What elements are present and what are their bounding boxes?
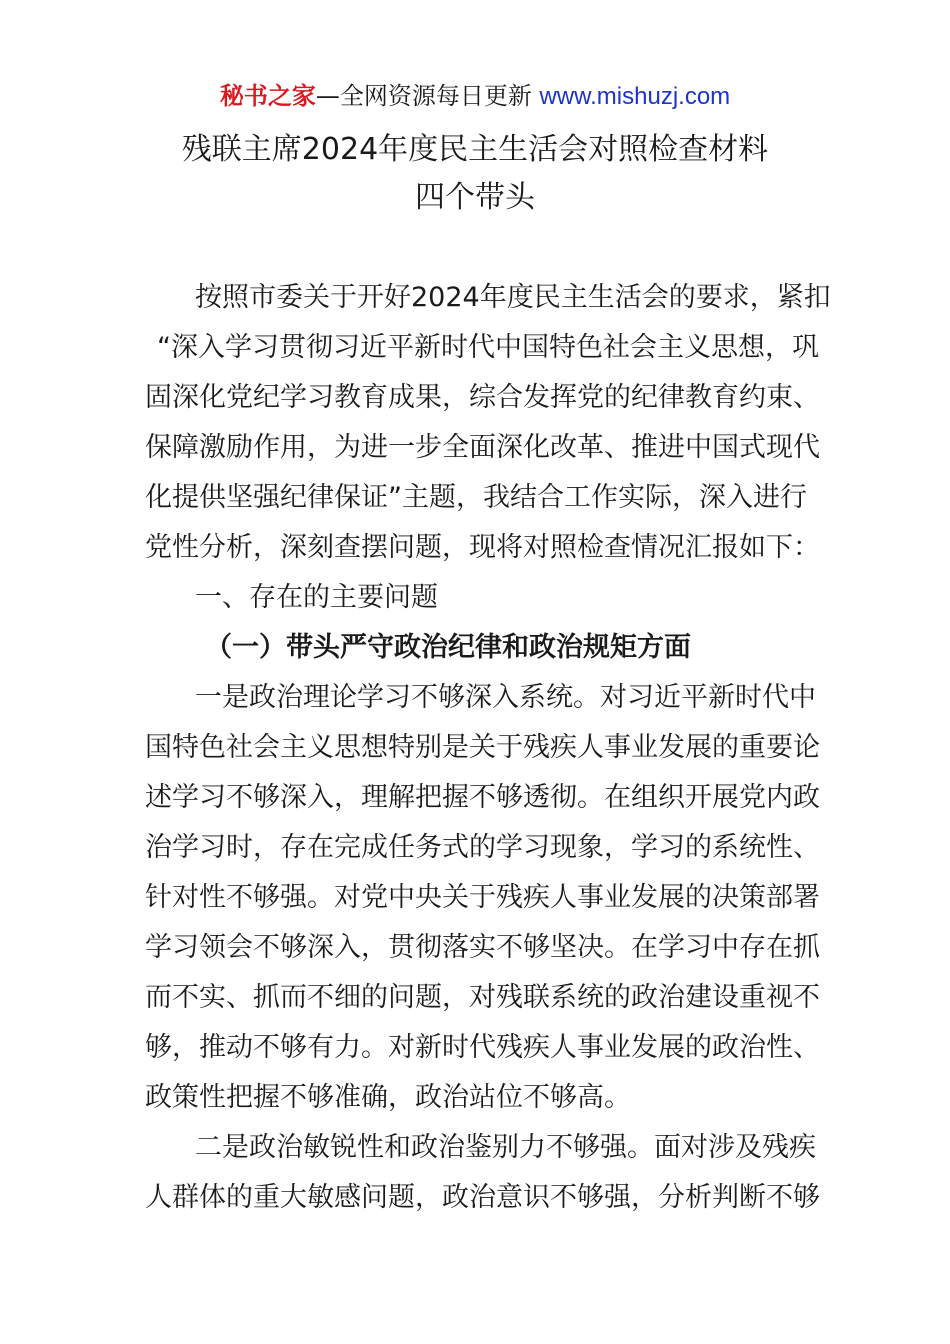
- paragraph-line: 治学习时，存在完成任务式的学习现象，学习的系统性、: [145, 832, 820, 863]
- paragraph-line: 而不实、抓而不细的问题，对残联系统的政治建设重视不: [145, 982, 820, 1013]
- site-header: [0, 80, 950, 113]
- section-heading: 一、存在的主要问题: [195, 582, 438, 613]
- site-slogan: —全网资源每日更新: [315, 82, 540, 110]
- document-subtitle: 四个带头: [415, 180, 535, 215]
- paragraph-line: 针对性不够强。对党中央关于残疾人事业发展的决策部署: [145, 882, 820, 913]
- paragraph-line: “深入学习贯彻习近平新时代中国特色社会主义思想，巩: [157, 332, 819, 363]
- paragraph-line: 一是政治理论学习不够深入系统。对习近平新时代中: [195, 682, 816, 713]
- paragraph-line: 述学习不够深入，理解把握不够透彻。在组织开展党内政: [145, 782, 820, 813]
- paragraph-line: 固深化党纪学习教育成果，综合发挥党的纪律教育约束、: [145, 382, 820, 413]
- paragraph-line: 够，推动不够有力。对新时代残疾人事业发展的政治性、: [145, 1032, 820, 1063]
- paragraph-line: 学习领会不够深入，贯彻落实不够坚决。在学习中存在抓: [145, 932, 820, 963]
- site-brand: 秘书之家: [219, 82, 316, 110]
- document-title: 残联主席2024年度民主生活会对照检查材料: [181, 132, 769, 167]
- paragraph-line: 按照市委关于开好2024年度民主生活会的要求，紧扣: [195, 282, 831, 313]
- paragraph-line: 人群体的重大敏感问题，政治意识不够强，分析判断不够: [145, 1182, 820, 1213]
- paragraph-line: 党性分析，深刻查摆问题，现将对照检查情况汇报如下：: [145, 532, 820, 563]
- paragraph-line: 国特色社会主义思想特别是关于残疾人事业发展的重要论: [145, 732, 820, 763]
- paragraph-line: 保障激励作用，为进一步全面深化改革、推进中国式现代: [145, 432, 820, 463]
- paragraph-line: 二是政治敏锐性和政治鉴别力不够强。面对涉及残疾: [195, 1132, 816, 1163]
- paragraph-line: 政策性把握不够准确，政治站位不够高。: [145, 1082, 631, 1113]
- subsection-heading: （一）带头严守政治纪律和政治规矩方面: [205, 632, 691, 663]
- site-url-link[interactable]: www.mishuzj.com: [539, 83, 731, 110]
- paragraph-line: 化提供坚强纪律保证”主题，我结合工作实际，深入进行: [145, 482, 807, 513]
